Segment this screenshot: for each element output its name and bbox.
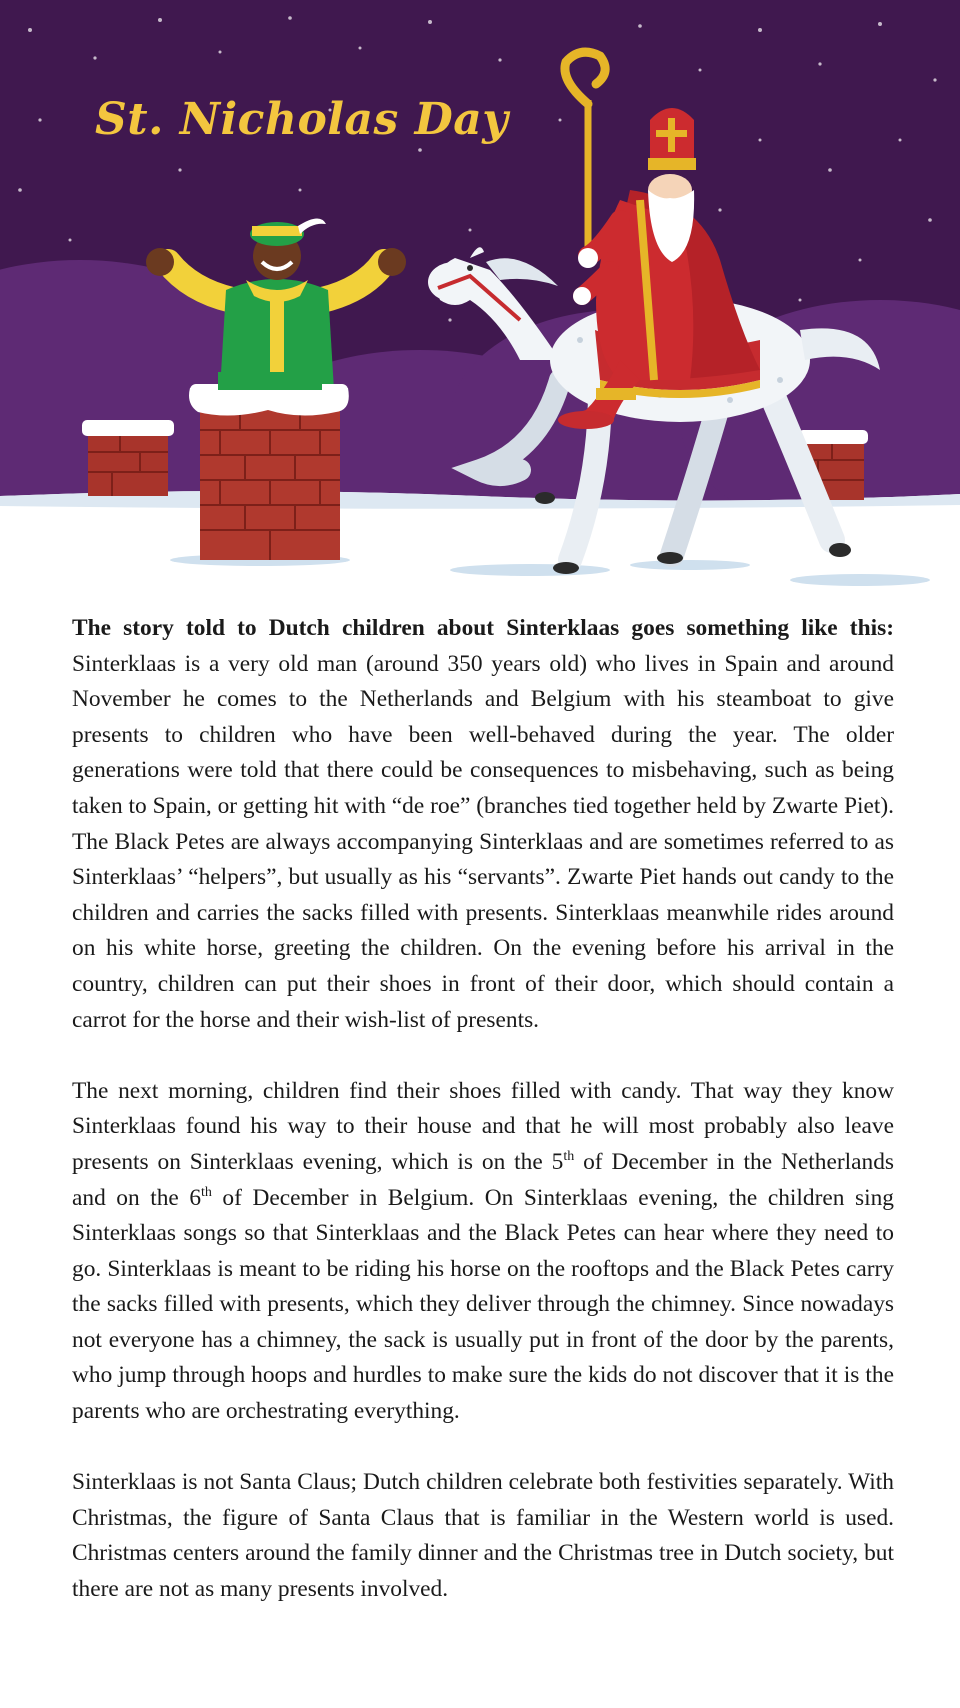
paragraph-lead: The story told to Dutch children about Sinterklaas goes something like this:: [72, 615, 894, 641]
ordinal-suffix: th: [201, 1184, 212, 1200]
article-body: [72, 611, 894, 1643]
page-title: St. Nicholas Day: [95, 94, 509, 145]
paragraph-story-text: Sinterklaas is a very old man (around 350 years old) who lives in Spain and around November he comes to the Netherlands and Belgium with his steamboat to give presents to children who have been well-behaved during the year. The older generations were told that there could be consequences to misbehaving, such as being taken to Spain, or getting hit with “de roe” (branches tied together held by Zwarte Piet). The Black Petes are always accompanying Sinterklaas and are sometimes referred to as Sinterklaas’ “helpers”, but usually as his “servants”. Zwarte Piet hands out candy to the children and carries the sacks filled with presents. Sinterklaas meanwhile rides around on his white horse, greeting the children. On the evening before his arrival in the country, children can put their shoes in front of their door, which should contain a carrot for the horse and their wish-list of presents.: [72, 650, 894, 1033]
ordinal-suffix: th: [563, 1149, 575, 1165]
hero-illustration: [0, 0, 960, 590]
paragraph-text-part: The next morning, children find their shoes filled with candy. That way they know Sinterklaas found his way to their house and that he will most probably also leave presents on Sinterklaas evening, which is on the 5: [72, 1077, 894, 1175]
paragraph-story: [72, 611, 894, 1038]
big-chimney: [189, 372, 349, 560]
small-chimney-left: [82, 420, 174, 496]
paragraph-next-morning: [72, 1074, 894, 1430]
night-scene: [0, 0, 960, 590]
paragraph-text-part: of December in Belgium. On Sinterklaas evening, the children sing Sinterklaas songs so that Sinterklaas and the Black Petes can hear where they need to go. Sinterklaas is meant to be riding his horse on the rooftops and the Black Petes carry the sacks filled with presents, which they deliver through the chimney. Since nowadays not everyone has a chimney, the sack is usually put in front of the door by the parents, who jump through hoops and hurdles to make sure the kids do not discover that it is the parents who are orchestrating everything.: [72, 1184, 894, 1425]
paragraph-text-part: of December in the Netherlands and on the 6: [72, 1148, 895, 1211]
paragraph-santa-claus: Sinterklaas is not Santa Claus; Dutch children celebrate both festivities separately. With Christmas, the figure of Santa Claus that is familiar in the Western world is used. Christmas centers around the family dinner and the Christmas tree in Dutch society, but there are not as many presents involved.: [72, 1469, 894, 1603]
